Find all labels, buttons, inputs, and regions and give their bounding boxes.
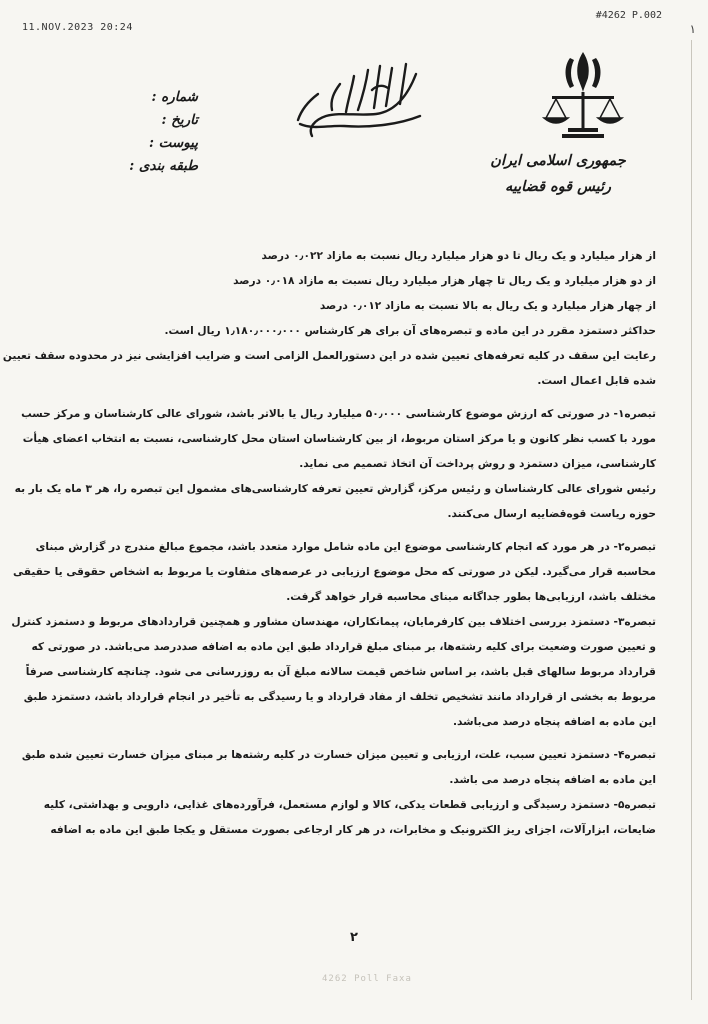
iran-judiciary-emblem-icon: [538, 48, 628, 143]
body-line: حداکثر دستمزد مقرر در این ماده و تبصره‌های آن برای هر کارشناس ۱٫۱۸۰٫۰۰۰٫۰۰۰ ریال است.: [164, 325, 656, 337]
letter-body: [2, 244, 656, 843]
body-line: مختلف باشد، ارزیابی‌ها بطور جداگانه مبنای محاسبه قرار خواهد گرفت.: [286, 591, 656, 603]
page-number: ۲: [350, 930, 358, 945]
body-line: شده قابل اعمال است.: [537, 375, 656, 387]
body-line: تبصره۱- در صورتی که ارزش موضوع کارشناسی ۵۰٫۰۰۰ میلیارد ریال یا بالاتر باشد، شورای عالی کارشناسان و مرکز حسب: [21, 408, 656, 420]
body-line: از هزار میلیارد و یک ریال تا دو هزار میلیارد ریال نسبت به مازاد ۰٫۰۲۲ درصد: [261, 250, 656, 262]
meta-attachment-label: پیوست :: [148, 135, 198, 151]
meta-date-label: تاریخ :: [161, 112, 198, 128]
letterhead-country: جمهوری اسلامی ایران: [490, 152, 626, 169]
body-line: و تعیین صورت وضعیت برای کلیه رشته‌ها، بر مبنای مبلغ قرارداد طبق این ماده به اضافه صددرصد می‌باشد. در صورتی که: [31, 641, 656, 653]
body-line: رئیس شورای عالی کارشناسان و رئیس مرکز، گزارش تعیین تعرفه کارشناسی‌های مشمول این تبصره را، هر ۳ ماه یک بار به: [14, 483, 656, 495]
faint-bleed-text: 4262 Poll Faxa: [322, 974, 412, 984]
body-line: مورد با کسب نظر کانون و یا مرکز استان مربوط، از بین کارشناسان استان محل کارشناسی، نسبت به انتخاب اعضای هیأت: [22, 433, 656, 445]
body-line: این ماده به اضافه پنجاه درصد می باشد.: [449, 774, 656, 786]
basmala-calligraphy: [288, 54, 428, 146]
body-line: تبصره۵- دستمزد رسیدگی و ارزیابی قطعات یدکی، کالا و لوازم مستعمل، فرآورده‌های غذایی، دارویی و بهداشتی، کلیه: [43, 799, 656, 811]
body-line: از چهار هزار میلیارد و یک ریال به بالا نسبت به مازاد ۰٫۰۱۲ درصد: [319, 300, 656, 312]
meta-classification-label: طبقه بندی :: [129, 158, 198, 174]
body-line: قرارداد مربوط سالهای قبل باشد، بر اساس شاخص قیمت سالانه مبلغ آن به روزرسانی می شود. چنانچه کارشناسی صرفاً: [25, 666, 656, 678]
body-line: تبصره۳- دستمزد بررسی اختلاف بین کارفرمایان، پیمانکاران، مهندسان مشاور و همچنین قراردادهای مربوط و دستمزد کنترل: [11, 616, 656, 628]
letter-meta-fields: [98, 86, 198, 178]
body-line: این ماده به اضافه پنجاه درصد می‌باشد.: [453, 716, 656, 728]
page-edge-line: [691, 40, 692, 1000]
body-line: تبصره۴- دستمزد تعیین سبب، علت، ارزیابی و تعیین میزان خسارت در کلیه رشته‌ها بر مبنای میزان خسارت تعیین شده طبق: [21, 749, 656, 761]
body-line: از دو هزار میلیارد و یک ریال تا چهار هزار میلیارد ریال نسبت به مازاد ۰٫۰۱۸ درصد: [233, 275, 656, 287]
letterhead-title: [478, 148, 638, 200]
body-line: محاسبه قرار می‌گیرد. لیکن در صورتی که محل موضوع ارزیابی در عرصه‌های متفاوت یا مربوط به اشخاص حقوقی یا حقیقی: [13, 566, 656, 578]
body-line: رعایت این سقف در کلیه تعرفه‌های تعیین شده در این دستورالعمل الزامی است و ضرایب افزایشی نیز در محدوده سقف تعیین: [2, 350, 656, 362]
letterhead-office: رئیس قوه قضاییه: [504, 178, 612, 195]
body-line: کارشناسی، میزان دستمزد و روش پرداخت آن اتخاذ تصمیم می نماید.: [299, 458, 656, 470]
body-line: تبصره۲- در هر مورد که انجام کارشناسی موضوع این ماده شامل موارد متعدد باشد، مجموع مبالغ مندرج در گزارش مبنای: [35, 541, 656, 553]
body-line: حوزه ریاست قوه‌قضاییه ارسال می‌کنند.: [447, 508, 656, 520]
edge-mark: ۱: [689, 22, 696, 36]
fax-timestamp: 11.NOV.2023 20:24: [22, 22, 133, 33]
meta-number-label: شماره :: [151, 89, 198, 105]
fax-page-id: #4262 P.002: [595, 10, 662, 21]
body-line: ضایعات، ابزارآلات، اجزای ریز الکترونیک و مخابرات، در هر کار ارجاعی بصورت مستقل و یکجا طبق این ماده به اضافه: [50, 824, 656, 836]
body-line: مربوط به بخشی از قرارداد مانند تشخیص تخلف از مفاد قرارداد و یا رسیدگی به تأخیر در انجام قرارداد باشد، دستمزد طبق: [23, 691, 656, 703]
